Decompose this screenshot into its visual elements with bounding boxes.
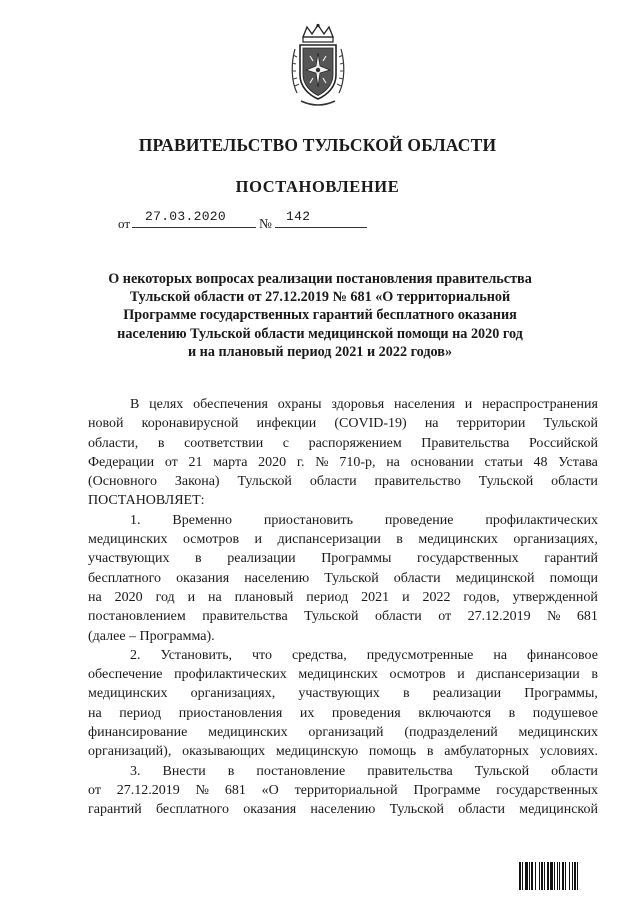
date-underline	[132, 227, 256, 228]
date-prefix: от	[118, 216, 131, 231]
heading-line: О некоторых вопросах реализации постановления правительства	[108, 271, 532, 287]
body-line: 2. Установить, что средства, предусмотренные на финансовое	[130, 647, 598, 663]
date-value: 27.03.2020	[145, 209, 227, 224]
body-line: на период приостановления их проведения включаются в подушевое	[88, 705, 598, 721]
body-line: Федерации от 21 марта 2020 г. № 710-р, на основании статьи 48 Устава	[88, 454, 598, 470]
heading-line: населению Тульской области медицинской помощи на 2020 год	[117, 325, 523, 342]
body-line: участвующих в реализации Программы государственных гарантий	[88, 551, 598, 567]
number-value: 142	[286, 209, 311, 224]
body-line: области, в соответствии с распоряжением Правительства Российской	[88, 435, 598, 451]
body-line: новой коронавирусной инфекции (COVID-19) на территории Тульской	[88, 416, 598, 432]
body-line: ПОСТАНОВЛЯЕТ:	[88, 493, 205, 509]
coat-of-arms-emblem	[289, 23, 347, 109]
body-line: обеспечение профилактических медицинских осмотров и диспансеризации в	[88, 667, 598, 683]
body-line: (далее – Программа).	[88, 628, 215, 644]
body-line: гарантий бесплатного оказания населению Тульской области медицинской	[88, 802, 598, 818]
heading-line: Тульской области от 27.12.2019 № 681 «О территориальной	[129, 289, 511, 306]
body-line: В целях обеспечения охраны здоровья населения и нераспространения	[130, 397, 598, 412]
body-line: финансирование медицинских организаций (подразделений медицинских	[88, 725, 598, 741]
body-line: (Основного Закона) Тульской области правительство Тульской области	[88, 474, 598, 490]
body-line: медицинских организациях, участвующих в реализации Программы,	[88, 686, 598, 702]
body-line: организаций), оказывающих медицинскую помощь в амбулаторных условиях.	[88, 744, 598, 760]
body-line: 1. Временно приостановить проведение профилактических	[130, 512, 598, 528]
number-underline	[275, 227, 367, 228]
document-type: ПОСТАНОВЛЕНИЕ	[235, 177, 400, 196]
body-line: 3. Внести в постановление правительства Тульской области	[130, 763, 598, 779]
organization-title: ПРАВИТЕЛЬСТВО ТУЛЬСКОЙ ОБЛАСТИ	[138, 135, 497, 155]
heading-line: и на плановый период 2021 и 2022 годов»	[187, 343, 453, 360]
body-line: медицинских осмотров и диспансеризации в медицинских организациях,	[88, 532, 598, 548]
date-number-line	[118, 208, 378, 230]
body-line: постановлением правительства Тульской области от 27.12.2019 № 681	[88, 609, 598, 625]
number-prefix: №	[259, 216, 272, 231]
body-line: бесплатного оказания населению Тульской области медицинской помощи	[88, 570, 598, 586]
document-body	[88, 395, 598, 820]
barcode-image	[519, 862, 601, 896]
body-line: от 27.12.2019 № 681 «О территориальной Программе государственных	[88, 782, 598, 798]
body-line: на 2020 год и на плановый период 2021 и 2022 годов, утвержденной	[88, 589, 598, 605]
document-heading	[100, 270, 540, 361]
heading-line: Программе государственных гарантий бесплатного оказания	[123, 307, 517, 324]
